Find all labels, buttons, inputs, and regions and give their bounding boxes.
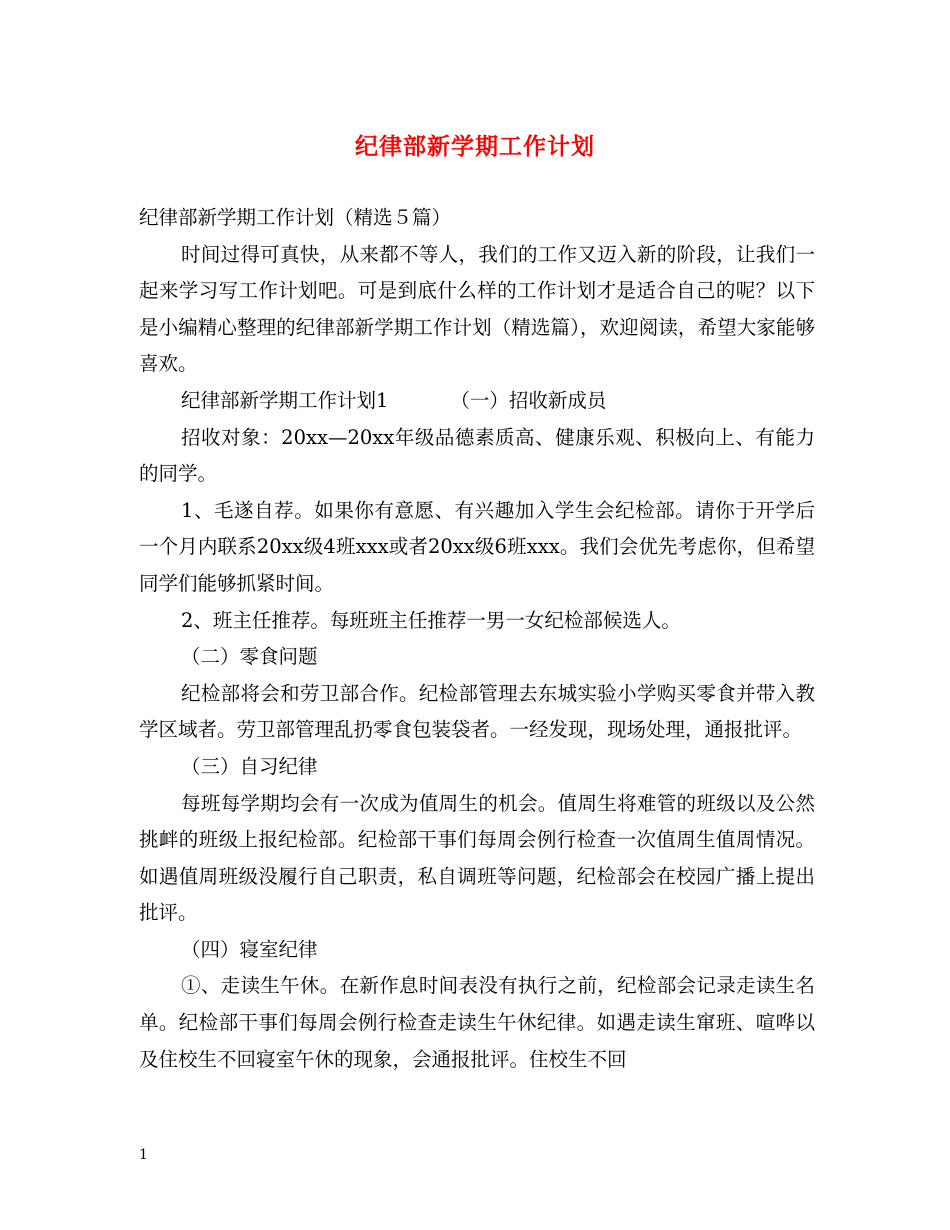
document-body [139,200,815,1078]
teacher-recommend-paragraph: 2、班主任推荐。每班班主任推荐一男一女纪检部候选人。 [181,608,681,632]
section-title: （一）招收新成员 [450,388,607,412]
study-heading: （三）自习纪律 [181,754,318,778]
dorm-heading: （四）寝室纪律 [181,937,318,961]
intro-paragraph: 时间过得可真快，从来都不等人，我们的工作又迈入新的阶段，让我们一起来学习写工作计划吧。可是到底什么样的工作计划才是适合自己的呢？以下是小编精心整理的纪律部新学期工作计划（精选篇），欢迎阅读，希望大家能够喜欢。 [139,242,815,376]
page-number: 1 [139,1147,148,1163]
recruit-target-paragraph: 招收对象：20xx—20xx年级品德素质高、健康乐观、积极向上、有能力的同学。 [139,425,815,486]
document-title: 纪律部新学期工作计划 [355,133,595,160]
document-subtitle: 纪律部新学期工作计划（精选５篇） [139,206,452,229]
snack-paragraph: 纪检部将会和劳卫部合作。纪检部管理去东城实验小学购买零食并带入教学区域者。劳卫部管理乱扔零食包装袋者。一经发现，现场处理，通报批评。 [139,681,815,742]
self-recommend-paragraph: 1、毛遂自荐。如果你有意愿、有兴趣加入学生会纪检部。请你于开学后一个月内联系20xx级4班xxx或者20xx级6班xxx。我们会优先考虑你，但希望同学们能够抓紧时间。 [139,498,815,595]
section-heading-line [139,383,815,420]
study-paragraph: 每班每学期均会有一次成为值周生的机会。值周生将难管的班级以及公然挑衅的班级上报纪检部。纪检部干事们每周会例行检查一次值周生值周情况。如遇值周班级没履行自己职责，私自调班等问题，纪检部会在校园广播上提出批评。 [139,791,815,925]
plan-title: 纪律部新学期工作计划1 [181,388,389,412]
dorm-paragraph: ①、走读生午休。在新作息时间表没有执行之前，纪检部会记录走读生名单。纪检部干事们每周会例行检查走读生午休纪律。如遇走读生窜班、喧哗以及住校生不回寝室午休的现象，会通报批评。住校生不回 [139,974,815,1071]
snack-heading: （二）零食问题 [181,645,318,669]
